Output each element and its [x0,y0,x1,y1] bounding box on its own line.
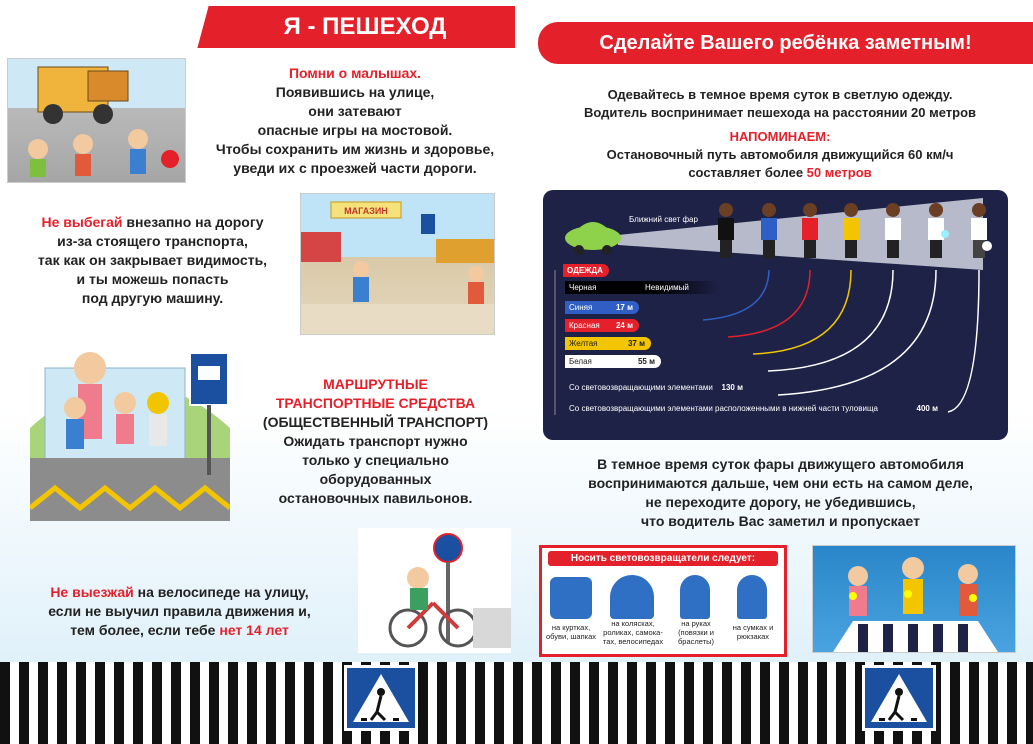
row-reflective-lower: Со световозвращающими элементами расположенными в нижней части туловища 400 м [569,404,938,413]
street-crossing-illustration [300,193,495,335]
person-armband-icon [680,575,710,619]
reflectors-title: Носить световозвращатели следует: [548,551,778,566]
warning-line: В темное время суток фары движущего автомобиля [597,456,964,472]
block2-line: так как он закрывает видимость, [37,252,268,268]
intro-line: Водитель воспринимает пешехода на расстоянии 20 метров [583,105,977,120]
block3-line: Ожидать транспорт нужно [283,433,468,449]
block3-title: ТРАНСПОРТНЫЕ СРЕДСТВА [275,395,476,411]
reflector-label: на сумках и рюкзаках [732,623,774,641]
block3-line: только у специально [302,452,449,468]
left-header: Я - ПЕШЕХОД [215,6,515,48]
block1-text [190,64,520,178]
intro-line: Одевайтесь в темное время суток в светлую одежду. [607,87,953,102]
block3-line: оборудованных [319,471,432,487]
block3-line: (ОБЩЕСТВЕННЫЙ ТРАНСПОРТ) [262,414,489,430]
kids-playing-illustration [7,58,186,183]
reflector-label: на руках (повязки и браслеты) [677,619,714,646]
remind-text [540,128,1020,182]
row-yellow: Желтая 37 м [565,337,651,350]
clothes-header: ОДЕЖДА [563,264,609,277]
block4-text [12,583,347,640]
warning-line: что водитель Вас заметил и пропускает [641,513,920,529]
block1-line: опасные игры на мостовой. [257,122,453,138]
block4-line1: Не выезжай на велосипеде на улицу, [50,584,309,600]
row-red: Красная 24 м [565,319,639,332]
backpack-icon [737,575,767,619]
block1-line: они затевают [308,103,402,119]
block1-line: Чтобы сохранить им жизнь и здоровье, [215,141,495,157]
row-blue: Синяя 17 м [565,301,639,314]
intro-text [540,86,1020,122]
row-black: Черная Невидимый [565,281,719,294]
jacket-icon [550,577,592,619]
reflectors-box [539,545,787,657]
remind-line: Остановочный путь автомобиля движущийся 60 км/ч [606,147,954,162]
bus-stop-illustration [30,348,230,521]
row-white: Белая 55 м [565,355,661,368]
block2-line: и ты можешь попасть [76,271,229,287]
visibility-panel [543,190,1008,440]
warning-text [538,455,1023,531]
block1-line: Появившись на улице, [275,84,435,100]
remind-title: НАПОМИНАЕМ: [729,129,831,144]
remind-line: составляет более 50 метров [688,165,872,180]
beam-label: Ближний свет фар [629,215,698,224]
row-reflective: Со световозвращающими элементами 130 м [569,383,743,392]
pedestrian-crossing-sign-icon [344,665,418,731]
kids-reflectors-illustration [812,545,1016,653]
block2-text [10,213,295,308]
warning-line: воспринимаются дальше, чем они есть на самом деле, [588,475,973,491]
right-header: Сделайте Вашего ребёнка заметным! [538,22,1033,64]
block2-line: из-за стоящего транспорта, [57,233,248,249]
block4-line2: если не выучил правила движения и, [48,603,311,619]
block3-line: остановочных павильонов. [278,490,473,506]
block3-title: МАРШРУТНЫЕ [323,376,428,392]
block1-title: Помни о малышах. [288,65,422,81]
reflector-label: на куртках, обуви, шапках [545,623,596,641]
billboard-text: МАГАЗИН [344,206,388,216]
bicycle-illustration [358,528,511,653]
block1-line: уведи их с проезжей части дороги. [233,160,477,176]
stroller-icon [610,575,654,619]
block3-text [258,375,493,508]
block4-line3: тем более, если тебе нет 14 лет [70,622,289,638]
pedestrian-crossing-sign-icon [862,665,936,731]
warning-line: не переходите дорогу, не убедившись, [645,494,916,510]
block2-line: под другую машину. [81,290,224,306]
block2-line1: Не выбегай внезапно на дорогу [41,214,264,230]
reflector-label: на колясках, роликах, самока-тах, велосипедах [602,619,664,646]
